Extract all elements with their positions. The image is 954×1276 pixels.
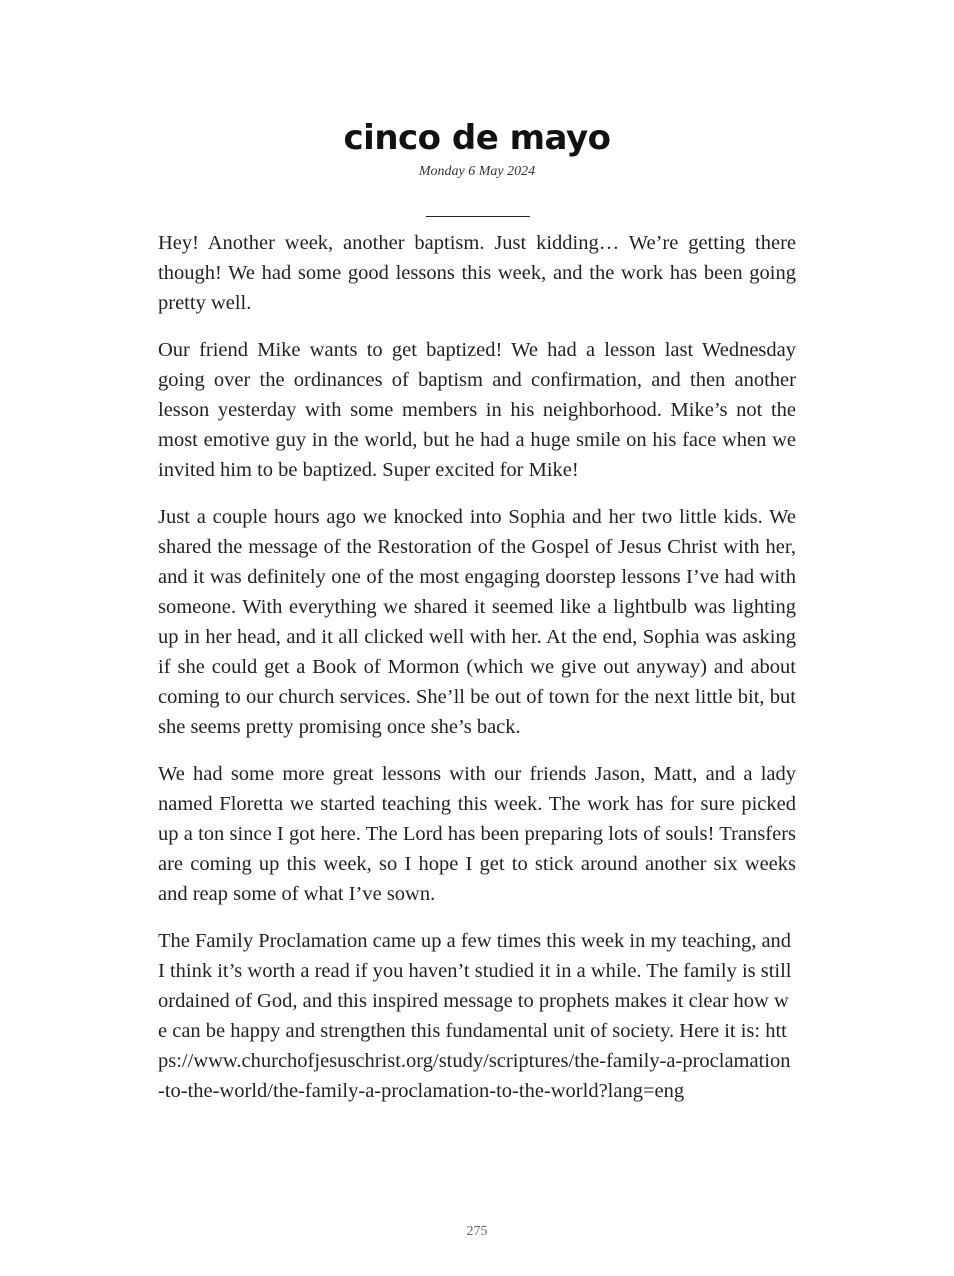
paragraph: Just a couple hours ago we knocked into Sophia and her two little kids. We shared the message of the Restoration of the Gospel of Jesus Christ with her, and it was definitely one of the most engaging doorstep lessons I’ve had with someone. With everything we shared it seemed like a lightbulb was lighting up in her head, and it all clicked well with her. At the end, Sophia was asking if she could get a Book of Mormon (which we give out anyway) and about coming to our church services. She’ll be out of town for the next little bit, but she seems pretty promising once she’s back. [158,506,796,738]
entry-body [158,228,796,1106]
paragraph-with-link: The Family Proclamation came up a few times this week in my teaching, and I think it’s worth a read if you haven’t studied it in a while. The family is still ordained of God, and this inspired message to prophets makes it clear how we can be happy and strengthen this fundamental unit of society. Here it is: https://www.churchofjesuschrist.org/study/scriptures/the-family-a-proclamation-to-the-world/the-family-a-proclamation-to-the-world?lang=eng [158,930,792,1102]
paragraph: Hey! Another week, another baptism. Just kidding… We’re getting there though! We had some good lessons this week, and the work has been going pretty well. [158,232,796,314]
paragraph: We had some more great lessons with our friends Jason, Matt, and a lady named Floretta we started teaching this week. The work has for sure picked up a ton since I got here. The Lord has been preparing lots of souls! Transfers are coming up this week, so I hope I get to stick around another six weeks and reap some of what I’ve sown. [158,763,796,905]
paragraph: Our friend Mike wants to get baptized! We had a lesson last Wednesday going over the ordinances of baptism and confirmation, and then another lesson yesterday with some members in his neighborhood. Mike’s not the most emotive guy in the world, but he had a huge smile on his face when we invited him to be baptized. Super excited for Mike! [158,339,796,481]
title-divider [426,216,530,217]
entry-title: cinco de mayo [343,118,611,158]
entry-date: Monday 6 May 2024 [418,164,536,179]
page-number: 275 [466,1224,488,1239]
